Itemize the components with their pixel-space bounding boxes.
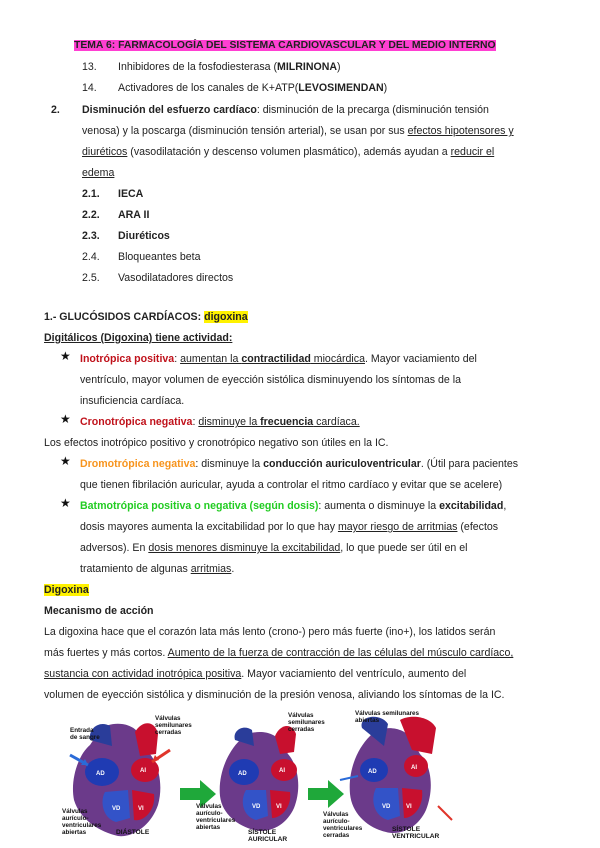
sublist-number: 2.3.	[82, 230, 100, 242]
section-heading: Disminución del esfuerzo cardíaco	[82, 104, 257, 116]
underlined-text: sustancia con actividad inotrópica positiva	[44, 668, 242, 680]
sublist-number: 2.2.	[82, 209, 100, 221]
text-fragment: . Mayor vaciamiento del ventrículo, aumento del	[241, 668, 467, 680]
batmotropica-line3	[80, 542, 468, 554]
title-highlight: TEMA 6: FARMACOLOGÍA DEL SISTEMA CARDIOVASCULAR Y DEL MEDIO INTERNO	[74, 40, 496, 51]
dromotropica-label: Dromotrópica negativa	[80, 458, 196, 470]
text-fragment: , lo que puede ser útil en el	[340, 542, 468, 554]
list-text: Activadores de los canales de K+ATP(	[118, 82, 299, 94]
underlined-text: efectos hipotensores y	[407, 125, 514, 137]
sublist-item	[82, 209, 149, 221]
batmotropica-line1	[80, 500, 506, 512]
star-bullet-icon: ★	[60, 412, 71, 426]
figure-label: Entrada de sangre	[70, 727, 100, 741]
text-fragment: tratamiento de algunas	[80, 563, 191, 575]
sublist-item	[82, 188, 143, 200]
text-fragment: . Mayor vaciamiento del	[364, 353, 477, 365]
underlined-text: disminuye la	[198, 416, 261, 428]
sublist-text: Diuréticos	[118, 230, 170, 242]
underlined-text: mayor riesgo de arritmias	[337, 521, 458, 533]
text-fragment: (efectos	[457, 521, 499, 533]
text-fragment: . (Útil para pacientes	[420, 458, 519, 470]
underlined-bold-text: contractilidad	[241, 353, 311, 365]
underlined-text: aumentan la	[180, 353, 242, 365]
chamber-ai: AI	[279, 768, 285, 774]
text-fragment: :	[174, 353, 181, 365]
chamber-vi: VI	[138, 806, 144, 812]
mecanismo-heading: Mecanismo de acción	[44, 605, 154, 617]
section2-line1	[82, 104, 489, 116]
sublist-text: Bloqueantes beta	[118, 251, 201, 263]
figure-label: Válvulas aurículo-ventriculares abiertas	[196, 803, 236, 831]
digoxina-label	[44, 584, 89, 596]
heart-ventricular-systole	[340, 717, 452, 833]
text-fragment: adversos). En	[80, 542, 149, 554]
text-fragment: más fuertes y más cortos.	[44, 647, 168, 659]
inotropica-line1	[80, 353, 477, 365]
bold-text: excitabilidad	[439, 500, 504, 512]
section2-line2	[82, 125, 514, 137]
underlined-text: cardíaca.	[313, 416, 360, 428]
sublist-item	[82, 272, 233, 284]
sublist-text: ARA II	[118, 209, 150, 221]
list-number: 14.	[82, 82, 97, 94]
drug-name: LEVOSIMENDAN	[298, 82, 384, 94]
figure-label: Válvulas semilunares cerradas	[288, 712, 325, 733]
list-item	[82, 82, 387, 94]
section-text: (vasodilatación y descenso volumen plasmático), además ayudan a	[127, 146, 451, 158]
sublist-number: 2.1.	[82, 188, 100, 200]
list-item	[82, 61, 341, 73]
chamber-ai: AI	[411, 765, 417, 771]
list-text-end: )	[383, 82, 388, 94]
sublist-number: 2.5.	[82, 272, 100, 284]
text-fragment: dosis mayores aumenta la excitabilidad por lo que hay	[80, 521, 338, 533]
section2-line3	[82, 146, 494, 158]
batmotropica-label: Batmotrópica positiva o negativa (según dosis)	[80, 500, 319, 512]
chamber-ai: AI	[140, 768, 146, 774]
underlined-text: arritmias	[190, 563, 232, 575]
underlined-text: diuréticos	[82, 146, 128, 158]
phase-ventricular-systole: SÍSTOLE VENTRICULAR	[392, 826, 440, 840]
sublist-number: 2.4.	[82, 251, 100, 263]
list-text-end: )	[337, 61, 341, 73]
digoxina-p1: La digoxina hace que el corazón lata más lento (crono-) pero más fuerte (ino+), los latidos serán	[44, 626, 496, 638]
phase-auricular-systole: SÍSTOLE AURICULAR	[248, 829, 288, 843]
text-fragment: : disminuye la	[195, 458, 264, 470]
page-title	[74, 40, 496, 51]
section-text: venosa) y la poscarga (disminución tensión arterial), se usan por sus	[82, 125, 408, 137]
underlined-bold-text: frecuencia	[260, 416, 314, 428]
figure-label: Válvulas semilunares cerradas	[155, 715, 192, 736]
digoxina-p3	[44, 668, 466, 680]
highlighted-drug: digoxina	[204, 311, 248, 323]
chamber-vd: VD	[112, 806, 121, 812]
chamber-ad: AD	[96, 771, 105, 777]
phase-arrow	[308, 780, 344, 808]
sublist-item	[82, 251, 200, 263]
inotropica-label: Inotrópica positiva	[80, 353, 175, 365]
phase-diastole: DIÁSTOLE	[116, 829, 150, 836]
list-text: Inhibidores de la fosfodiesterasa (	[118, 61, 277, 73]
dromotropica-line2: que tienen fibrilación auricular, ayuda a controlar el ritmo cardíaco y evitar que se acelere)	[80, 479, 503, 491]
dromotropica-line1	[80, 458, 518, 470]
cronotropica-line	[80, 416, 360, 428]
figure-label: Válvulas aurículo-ventriculares cerradas	[323, 811, 363, 839]
figure-label: Válvulas semilunares abiertas	[355, 710, 420, 724]
list-number: 13.	[82, 61, 97, 73]
digoxina-p2	[44, 647, 513, 659]
text-fragment: : aumenta o disminuye la	[318, 500, 440, 512]
underlined-text: miocárdica	[310, 353, 365, 365]
cronotropica-label: Cronotrópica negativa	[80, 416, 193, 428]
chamber-ad: AD	[238, 771, 247, 777]
heading-text: 1.- GLUCÓSIDOS CARDÍACOS:	[44, 311, 205, 323]
chamber-ad: AD	[368, 769, 377, 775]
sublist-item	[82, 230, 170, 242]
underlined-text: Aumento de la fuerza de contracción de las células del músculo cardíaco,	[167, 647, 514, 659]
efectos-text: Los efectos inotrópico positivo y cronotrópico negativo son útiles en la IC.	[44, 437, 389, 449]
star-bullet-icon: ★	[60, 454, 71, 468]
sublist-text: IECA	[118, 188, 144, 200]
text-fragment: ,	[503, 500, 507, 512]
star-bullet-icon: ★	[60, 349, 71, 363]
inotropica-line3: insuficiencia cardíaca.	[80, 395, 185, 407]
cardiac-cycle-figure	[40, 710, 560, 846]
chamber-vd: VD	[382, 804, 391, 810]
highlighted-label: Digoxina	[44, 584, 89, 596]
underlined-text: reducir el	[450, 146, 495, 158]
digoxina-p4: volumen de eyección sistólica y disminución de la presión venosa, aliviando los síntomas de la IC.	[44, 689, 505, 701]
digitalicos-subheading: Digitálicos (Digoxina) tiene actividad:	[44, 332, 233, 344]
drug-name: MILRINONA	[277, 61, 338, 73]
chamber-vi: VI	[276, 804, 282, 810]
sublist-text: Vasodilatadores directos	[118, 272, 234, 284]
section2-line4: edema	[82, 167, 115, 179]
section-number: 2.	[51, 104, 60, 116]
star-bullet-icon: ★	[60, 496, 71, 510]
heart-auricular-systole	[220, 726, 299, 831]
glucosidos-heading	[44, 311, 248, 323]
chamber-vd: VD	[252, 804, 261, 810]
chamber-vi: VI	[406, 804, 412, 810]
section-text: : disminución de la precarga (disminución tensión	[256, 104, 489, 116]
text-fragment: .	[231, 563, 235, 575]
bold-text: conducción auriculoventricular	[263, 458, 421, 470]
text-fragment: :	[192, 416, 199, 428]
underlined-text: dosis menores disminuye la excitabilidad	[148, 542, 341, 554]
figure-label: Válvulas aurículo-ventriculares abiertas	[62, 808, 102, 836]
batmotropica-line4	[80, 563, 234, 575]
batmotropica-line2	[80, 521, 498, 533]
inotropica-line2: ventrículo, mayor volumen de eyección sistólica disminuyendo los síntomas de la	[80, 374, 461, 386]
